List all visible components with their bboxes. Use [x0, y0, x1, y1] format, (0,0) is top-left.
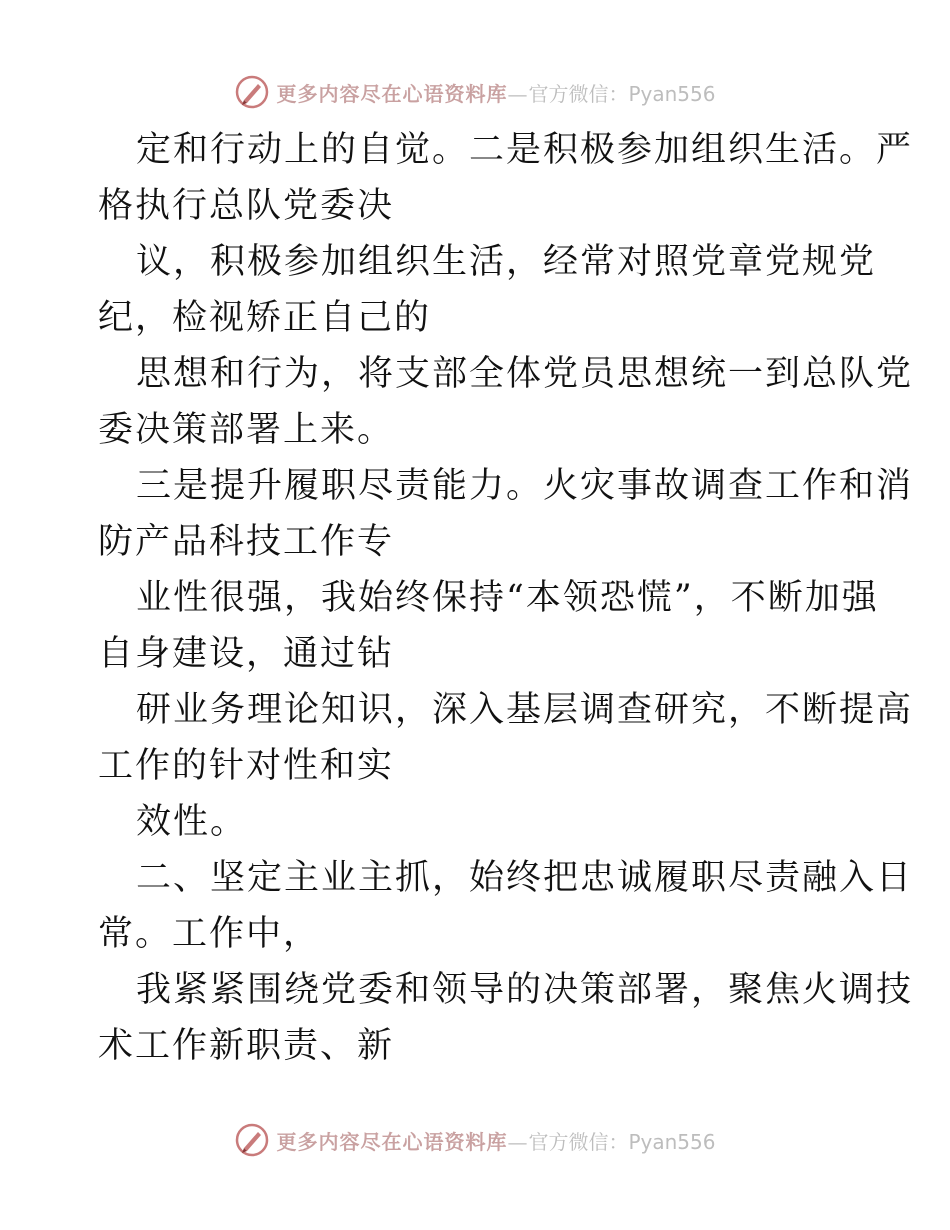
- text-line: 议，积极参加组织生活，经常对照党章党规党: [136, 242, 877, 282]
- text-line: 常。工作中，: [98, 914, 321, 954]
- watermark-text: [276, 78, 715, 107]
- text-line: 研业务理论知识，深入基层调查研究，不断提高: [136, 690, 914, 730]
- text-line: 防产品科技工作专: [98, 522, 395, 562]
- text-line: 格执行总队党委决: [98, 186, 395, 226]
- text-line: 定和行动上的自觉。二是积极参加组织生活。严: [136, 130, 914, 170]
- body-text: [98, 122, 914, 1074]
- watermark-brand: 更多内容尽在心语资料库: [276, 81, 508, 106]
- text-line: 我紧紧围绕党委和领导的决策部署，聚焦火调技: [136, 970, 914, 1010]
- pen-logo-icon: [234, 1122, 270, 1158]
- text-line: 效性。: [136, 802, 248, 842]
- text-line: 三是提升履职尽责能力。火灾事故调查工作和消: [136, 466, 914, 506]
- text-line: 委决策部署上来。: [98, 410, 395, 450]
- footer-watermark: [0, 1120, 950, 1160]
- watermark-separator: —: [507, 1129, 529, 1154]
- watermark-brand: 更多内容尽在心语资料库: [276, 1129, 508, 1154]
- watermark-contact: 官方微信：Pyan556: [528, 81, 716, 106]
- text-line: 工作的针对性和实: [98, 746, 395, 786]
- watermark-separator: —: [507, 81, 529, 106]
- text-line: 二、坚定主业主抓，始终把忠诚履职尽责融入日: [136, 858, 914, 898]
- text-line: 业性很强，我始终保持“本领恐慌”，不断加强: [136, 578, 879, 618]
- pen-logo-icon: [234, 74, 270, 110]
- watermark-contact: 官方微信：Pyan556: [528, 1129, 716, 1154]
- text-line: 纪，检视矫正自己的: [98, 298, 432, 338]
- text-line: 思想和行为，将支部全体党员思想统一到总队党: [136, 354, 914, 394]
- text-line: 自身建设，通过钻: [98, 634, 395, 674]
- watermark-text: [276, 1126, 715, 1155]
- header-watermark: [0, 72, 950, 112]
- text-line: 术工作新职责、新: [98, 1026, 395, 1066]
